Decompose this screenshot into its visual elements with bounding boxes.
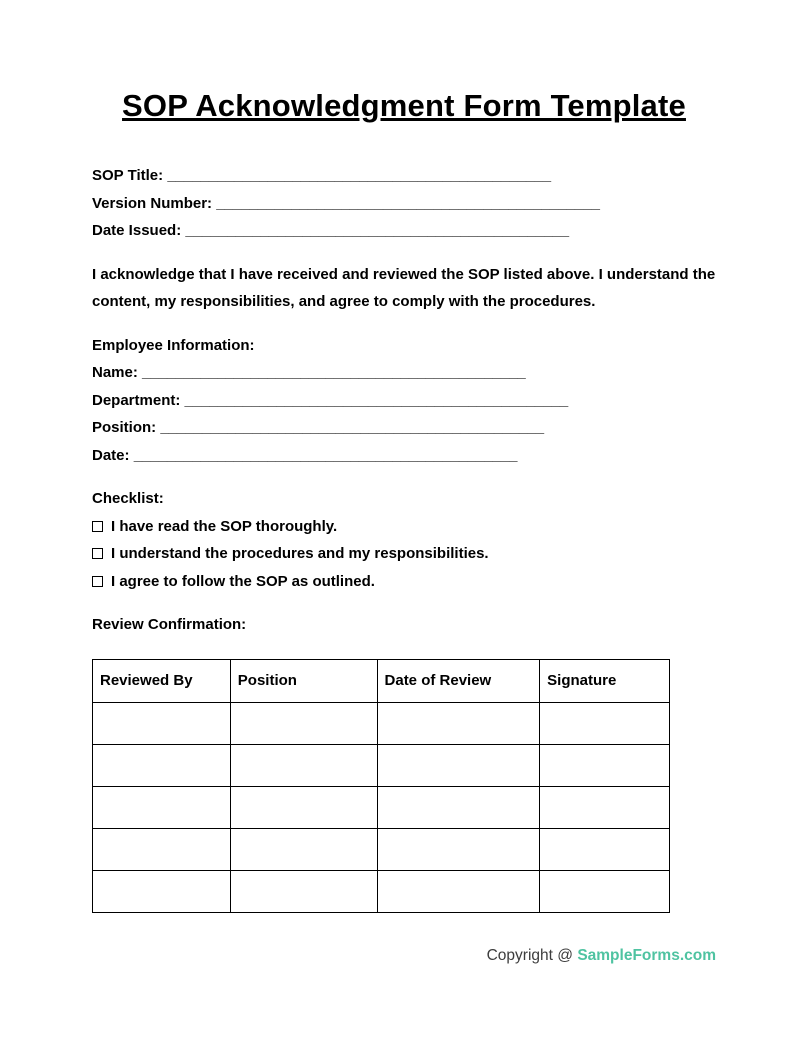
checklist-item [92,568,716,596]
column-header-date-of-review: Date of Review [377,659,540,702]
table-cell [230,870,377,912]
checklist-heading: Checklist: [92,490,164,507]
table-row [93,828,670,870]
checklist-item [92,540,716,568]
employee-section-heading: Employee Information: [92,336,255,354]
table-cell [540,702,670,744]
column-header-reviewed-by: Reviewed By [93,659,231,702]
checklist-section [92,485,716,595]
checkbox-icon [92,576,103,587]
table-cell [377,828,540,870]
column-header-signature: Signature [540,659,670,702]
table-cell [377,744,540,786]
column-header-position: Position [230,659,377,702]
checkbox-icon [92,521,103,532]
field-version-number [92,190,716,218]
field-date-issued [92,217,716,245]
checklist-item [92,513,716,541]
checklist-item-label: I understand the procedures and my responsibilities. [111,545,489,562]
table-cell [93,744,231,786]
field-blank-line: ______________________________________________ [142,364,526,381]
field-blank-line: ______________________________________________ [185,222,570,239]
field-date [92,442,716,470]
table-header-row [93,659,670,702]
review-section [92,611,716,913]
table-cell [540,786,670,828]
review-table-body [93,702,670,912]
table-cell [93,828,231,870]
table-cell [230,828,377,870]
footer-link[interactable]: SampleForms.com [577,946,716,964]
table-cell [230,702,377,744]
employee-section [92,332,716,470]
table-row [93,744,670,786]
table-cell [377,870,540,912]
acknowledgment-text: I acknowledge that I have received and reviewed the SOP listed above. I understand the content, my responsibilities, and agree to comply with the procedures. [92,265,716,310]
field-blank-line: ______________________________________________ [167,167,552,184]
checklist-item-label: I agree to follow the SOP as outlined. [111,572,375,590]
table-cell [93,870,231,912]
field-name [92,359,716,387]
field-label: Date: [92,446,130,464]
field-label: Department: [92,391,181,409]
table-cell [377,786,540,828]
table-row [93,786,670,828]
footer [92,947,716,965]
field-blank-line: ______________________________________________ [184,391,569,409]
copyright-text: Copyright @ [486,946,573,964]
page-title: SOP Acknowledgment Form Template [122,88,686,123]
field-blank-line: ______________________________________________ [216,194,600,212]
review-table [92,659,670,913]
field-sop-title [92,162,716,190]
table-row [93,870,670,912]
field-label: Position: [92,419,157,436]
table-cell [230,786,377,828]
table-cell [540,828,670,870]
top-fields [92,162,716,245]
field-label: Name: [92,364,138,381]
checkbox-icon [92,548,103,559]
checklist-item-label: I have read the SOP thoroughly. [111,517,338,535]
field-blank-line: ______________________________________________ [160,419,545,436]
table-cell [540,870,670,912]
table-cell [93,786,231,828]
field-label: Version Number: [92,194,213,212]
table-row [93,702,670,744]
field-label: Date Issued: [92,222,182,239]
field-label: SOP Title: [92,167,164,184]
field-position [92,414,716,442]
review-heading: Review Confirmation: [92,616,247,633]
table-cell [230,744,377,786]
table-cell [540,744,670,786]
table-cell [377,702,540,744]
field-department [92,387,716,415]
table-cell [93,702,231,744]
field-blank-line: ______________________________________________ [133,446,518,464]
